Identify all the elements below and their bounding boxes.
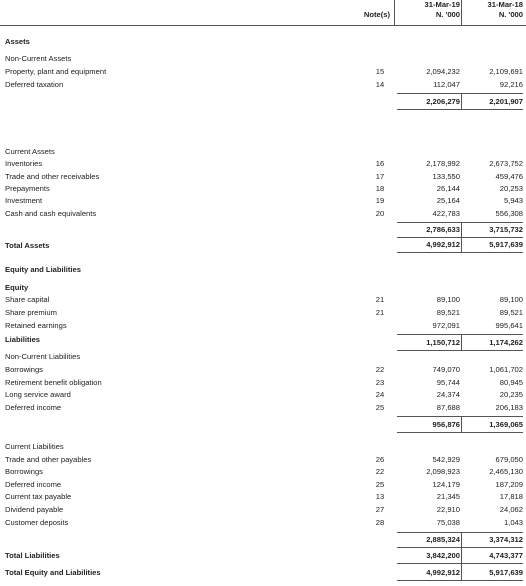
col-2019-date: 31-Mar-19 [424, 0, 460, 9]
header-rule [0, 25, 526, 26]
row-note: 15 [375, 67, 385, 76]
subtotal-2018: 2,201,907 [489, 97, 523, 106]
row-value-2018: 1,043 [503, 518, 523, 527]
header-divider [461, 0, 462, 25]
row-note: 22 [375, 365, 385, 374]
row-value-2018: 17,818 [499, 492, 523, 501]
total-label: Total Equity and Liabilities [5, 568, 101, 577]
row-note: 25 [375, 403, 385, 412]
row-value-2019: 89,100 [436, 295, 460, 304]
row-label: Share capital [5, 295, 50, 304]
row-value-2019: 124,179 [432, 480, 460, 489]
row-value-2018: 24,062 [499, 505, 523, 514]
total-2019: 4,992,912 [426, 568, 460, 577]
row-note: 23 [375, 378, 385, 387]
row-label: Borrowings [5, 467, 43, 476]
row-value-2019: 89,521 [436, 308, 460, 317]
row-note: 14 [375, 80, 385, 89]
row-value-2019: 542,929 [432, 455, 460, 464]
row-value-2018: 679,050 [495, 455, 523, 464]
section-equity-and-liabilities: Equity and Liabilities [5, 265, 81, 274]
row-value-2018: 20,253 [499, 184, 523, 193]
subtotal-2019: 2,885,324 [426, 535, 460, 544]
row-value-2019: 133,550 [432, 172, 460, 181]
total-2018: 4,743,377 [489, 551, 523, 560]
row-label: Borrowings [5, 365, 43, 374]
section-non-current-liabilities: Non-Current Liabilities [5, 352, 81, 361]
subtotal-rule [397, 109, 523, 110]
row-label: Share premium [5, 308, 57, 317]
row-value-2019: 2,178,992 [426, 159, 460, 168]
col-2019-unit: N. '000 [435, 10, 460, 19]
row-value-2018: 80,945 [499, 378, 523, 387]
col-2018-unit: N. '000 [498, 10, 523, 19]
subtotal-2018: 3,715,732 [489, 225, 523, 234]
row-value-2019: 21,345 [436, 492, 460, 501]
row-label: Cash and cash equivalents [5, 209, 97, 218]
subtotal-divider [461, 93, 462, 109]
subtotal-rule [397, 532, 523, 533]
row-note: 25 [375, 480, 385, 489]
section-liabilities: Liabilities [5, 335, 41, 344]
row-label: Retirement benefit obligation [5, 378, 102, 387]
row-note: 17 [375, 172, 385, 181]
row-value-2019: 972,091 [432, 321, 460, 330]
row-value-2019: 75,038 [436, 518, 460, 527]
total-2019: 4,992,912 [426, 240, 460, 249]
section-non-current-assets: Non-Current Assets [5, 54, 72, 63]
subtotal-divider [461, 222, 462, 252]
subtotal-rule [397, 432, 523, 433]
row-value-2019: 87,688 [436, 403, 460, 412]
row-value-2018: 89,100 [499, 295, 523, 304]
row-note: 22 [375, 467, 385, 476]
subtotal-rule [397, 547, 523, 548]
subtotal-2018: 1,369,065 [489, 420, 523, 429]
total-rule [397, 563, 523, 564]
row-note: 27 [375, 505, 385, 514]
total-label: Total Assets [5, 241, 50, 250]
row-note: 16 [375, 159, 385, 168]
subtotal-2019: 956,876 [432, 420, 460, 429]
row-note: 19 [375, 196, 385, 205]
row-value-2018: 2,673,752 [489, 159, 523, 168]
row-note: 18 [375, 184, 385, 193]
row-label: Trade and other payables [5, 455, 92, 464]
subtotal-2018: 1,174,262 [489, 338, 523, 347]
header-divider [394, 0, 395, 25]
subtotal-2018: 3,374,312 [489, 535, 523, 544]
row-value-2018: 1,061,702 [489, 365, 523, 374]
row-label: Property, plant and equipment [5, 67, 107, 76]
row-note: 21 [375, 308, 385, 317]
subtotal-rule [397, 334, 523, 335]
row-value-2018: 2,109,691 [489, 67, 523, 76]
subtotal-2019: 1,150,712 [426, 338, 460, 347]
row-label: Retained earnings [5, 321, 67, 330]
col-2018-date: 31-Mar-18 [487, 0, 523, 9]
row-label: Long service award [5, 390, 71, 399]
row-note: 20 [375, 209, 385, 218]
row-note: 28 [375, 518, 385, 527]
row-value-2018: 187,209 [495, 480, 523, 489]
subtotal-2019: 2,786,633 [426, 225, 460, 234]
row-value-2018: 5,943 [503, 196, 523, 205]
row-value-2019: 2,094,232 [426, 67, 460, 76]
row-label: Dividend payable [5, 505, 64, 514]
section-current-liabilities: Current Liabilities [5, 442, 64, 451]
row-value-2019: 24,374 [436, 390, 460, 399]
total-2018: 5,917,639 [489, 240, 523, 249]
section-current-assets: Current Assets [5, 147, 55, 156]
row-value-2018: 89,521 [499, 308, 523, 317]
total-2019: 3,842,200 [426, 551, 460, 560]
total-label: Total Liabilities [5, 551, 60, 560]
row-label: Current tax payable [5, 492, 72, 501]
row-label: Inventories [5, 159, 43, 168]
section-equity: Equity [5, 283, 29, 292]
row-value-2019: 26,144 [436, 184, 460, 193]
subtotal-rule [397, 416, 523, 417]
row-value-2019: 95,744 [436, 378, 460, 387]
row-value-2018: 20,235 [499, 390, 523, 399]
row-label: Trade and other receivables [5, 172, 100, 181]
row-value-2018: 206,183 [495, 403, 523, 412]
row-value-2019: 2,098,923 [426, 467, 460, 476]
row-value-2019: 22,910 [436, 505, 460, 514]
row-value-2018: 459,476 [495, 172, 523, 181]
total-rule [397, 580, 523, 581]
subtotal-rule [397, 237, 523, 238]
row-label: Customer deposits [5, 518, 69, 527]
row-label: Deferred taxation [5, 80, 64, 89]
row-value-2019: 749,070 [432, 365, 460, 374]
row-value-2018: 556,308 [495, 209, 523, 218]
row-note: 21 [375, 295, 385, 304]
row-value-2018: 92,216 [499, 80, 523, 89]
row-value-2019: 422,783 [432, 209, 460, 218]
subtotal-rule [397, 350, 523, 351]
row-note: 24 [375, 390, 385, 399]
row-value-2019: 25,164 [436, 196, 460, 205]
row-label: Investment [5, 196, 43, 205]
total-2018: 5,917,639 [489, 568, 523, 577]
row-label: Deferred income [5, 480, 62, 489]
row-value-2018: 995,641 [495, 321, 523, 330]
subtotal-divider [461, 532, 462, 580]
section-assets: Assets [5, 37, 30, 46]
notes-label: Note(s) [363, 10, 390, 19]
row-label: Prepayments [5, 184, 50, 193]
row-value-2019: 112,047 [433, 80, 460, 89]
row-value-2018: 2,465,130 [489, 467, 523, 476]
row-label: Deferred income [5, 403, 62, 412]
subtotal-rule [397, 222, 523, 223]
subtotal-divider [461, 416, 462, 432]
subtotal-rule [397, 93, 523, 94]
subtotal-divider [461, 334, 462, 350]
total-rule [397, 252, 523, 253]
subtotal-2019: 2,206,279 [426, 97, 460, 106]
row-note: 26 [375, 455, 385, 464]
row-note: 13 [375, 492, 385, 501]
